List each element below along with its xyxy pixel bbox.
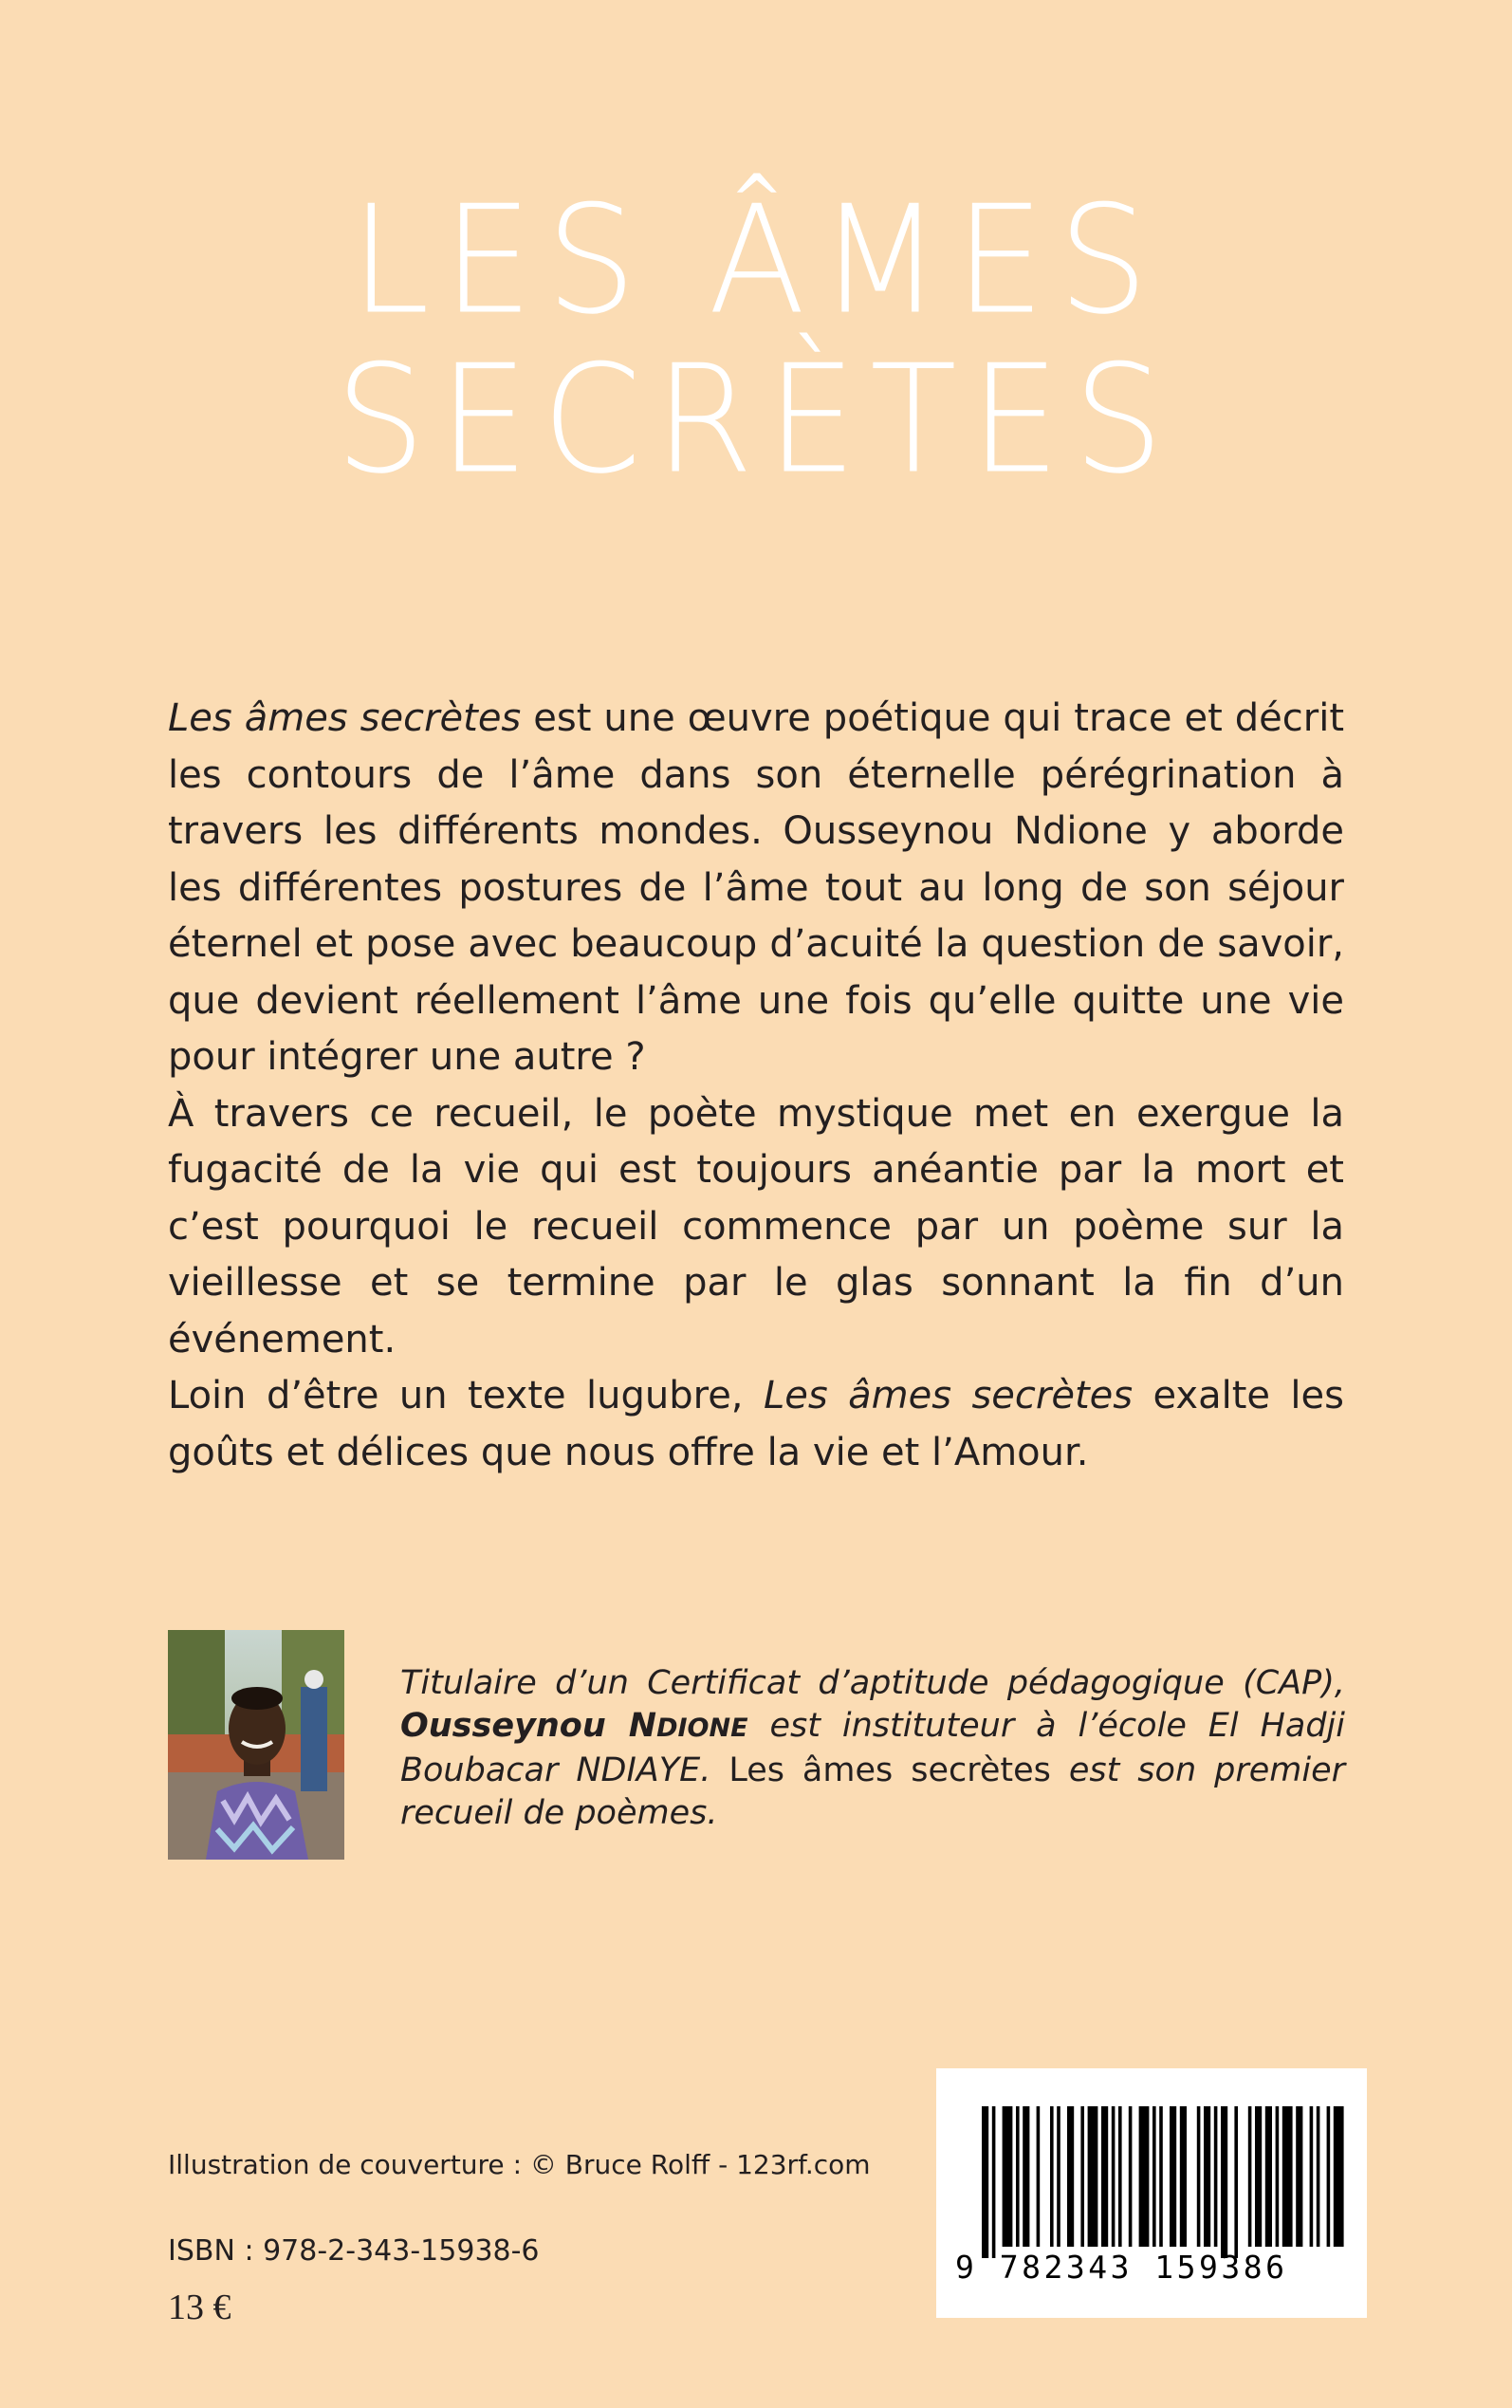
barcode-bar bbox=[992, 2106, 996, 2258]
bio-text-2: est instituteur à l’école El Hadji Boubacar NDIAYE. bbox=[400, 1707, 1346, 1789]
book-title-line-1: LES ÂMES bbox=[350, 174, 1162, 348]
barcode-bar bbox=[1170, 2106, 1176, 2247]
barcode-bar bbox=[1310, 2106, 1314, 2247]
bio-book-title: Les âmes secrètes bbox=[728, 1751, 1051, 1789]
barcode-bar bbox=[1334, 2106, 1344, 2247]
barcode-bar bbox=[1152, 2106, 1156, 2247]
barcode-bar bbox=[1088, 2106, 1098, 2247]
illustration-credit: Illustration de couverture : © Bruce Rolff - 123rf.com bbox=[168, 2149, 871, 2180]
barcode-bar bbox=[1327, 2106, 1331, 2247]
author-name bbox=[400, 1707, 748, 1745]
barcode-bar bbox=[1067, 2106, 1074, 2247]
barcode-bar bbox=[1112, 2106, 1116, 2247]
synopsis-paragraph-1 bbox=[168, 691, 1344, 1086]
barcode-bar bbox=[1180, 2106, 1187, 2247]
barcode-bar bbox=[1234, 2106, 1238, 2258]
barcode-bar bbox=[1159, 2106, 1163, 2247]
barcode bbox=[936, 2068, 1367, 2318]
barcode-bar bbox=[1282, 2106, 1293, 2247]
synopsis-book-title: Les âmes secrètes bbox=[168, 696, 522, 740]
author-photo bbox=[168, 1630, 344, 1860]
barcode-bar bbox=[1265, 2106, 1272, 2247]
bio-text-1: Titulaire d’un Certificat d’aptitude pédagogique (CAP), bbox=[400, 1664, 1345, 1702]
barcode-bar bbox=[982, 2106, 988, 2258]
author-last-rest: DIONE bbox=[656, 1713, 748, 1743]
bio-text-3: est son premier recueil de poèmes. bbox=[400, 1751, 1345, 1832]
barcode-bar bbox=[1139, 2106, 1150, 2247]
synopsis-text-2: À travers ce recueil, le poète mystique met en exergue la fugacité de la vie qui est toujours anéantie par la mort et c’est pourquoi le recueil commence par un poème sur la vieillesse et se termine par le glas sonnant la fin d’un événement. bbox=[168, 1091, 1344, 1361]
book-title-line-2: SECRÈTES bbox=[335, 333, 1177, 508]
barcode-bar bbox=[1296, 2106, 1302, 2247]
barcode-bar bbox=[1129, 2106, 1133, 2247]
author-last-initial: N bbox=[628, 1707, 657, 1745]
synopsis-book-title-2: Les âmes secrètes bbox=[763, 1374, 1134, 1417]
barcode-bar bbox=[1023, 2106, 1029, 2247]
barcode-bar bbox=[1050, 2106, 1054, 2247]
author-bio-paragraph bbox=[400, 1662, 1345, 1835]
barcode-bars bbox=[955, 2106, 1348, 2258]
barcode-bar bbox=[1016, 2106, 1020, 2247]
author-bio bbox=[400, 1662, 1345, 1835]
synopsis-text-3b: exalte les goûts et délices que nous offre la vie et l’Amour. bbox=[168, 1374, 1344, 1474]
synopsis-paragraph-2 bbox=[168, 1086, 1344, 1369]
barcode-bar bbox=[1118, 2106, 1122, 2247]
barcode-bar bbox=[1101, 2106, 1108, 2247]
barcode-bar bbox=[1204, 2106, 1210, 2247]
barcode-bar bbox=[1248, 2106, 1252, 2247]
barcode-digits: 9 782343 159386 bbox=[955, 2249, 1288, 2286]
barcode-bar bbox=[1197, 2106, 1201, 2247]
synopsis-paragraph-3 bbox=[168, 1368, 1344, 1481]
barcode-bar bbox=[1317, 2106, 1320, 2247]
barcode-bar bbox=[1080, 2106, 1084, 2247]
barcode-bar bbox=[1057, 2106, 1060, 2247]
synopsis bbox=[168, 691, 1344, 1481]
barcode-bar bbox=[1276, 2106, 1280, 2247]
synopsis-text-1: est une œuvre poétique qui trace et décrit les contours de l’âme dans son éternelle pérégrination à travers les différents mondes. Ousseynou Ndione y aborde les différentes postures de l’âme tout au long de son séjour éternel et pose avec beaucoup d’acuité la question de savoir, que devient réellement l’âme une fois qu’elle quitte une vie pour intégrer une autre ? bbox=[168, 696, 1345, 1079]
synopsis-text-3a: Loin d’être un texte lugubre, bbox=[168, 1374, 764, 1417]
barcode-bar bbox=[1221, 2106, 1227, 2258]
price: 13 € bbox=[168, 2288, 231, 2327]
author-first-name: Ousseynou bbox=[400, 1707, 629, 1745]
isbn: ISBN : 978-2-343-15938-6 bbox=[168, 2234, 540, 2268]
barcode-bar bbox=[1003, 2106, 1013, 2247]
barcode-bar bbox=[1214, 2106, 1218, 2247]
barcode-bar bbox=[1255, 2106, 1262, 2247]
barcode-bar bbox=[1037, 2106, 1041, 2247]
